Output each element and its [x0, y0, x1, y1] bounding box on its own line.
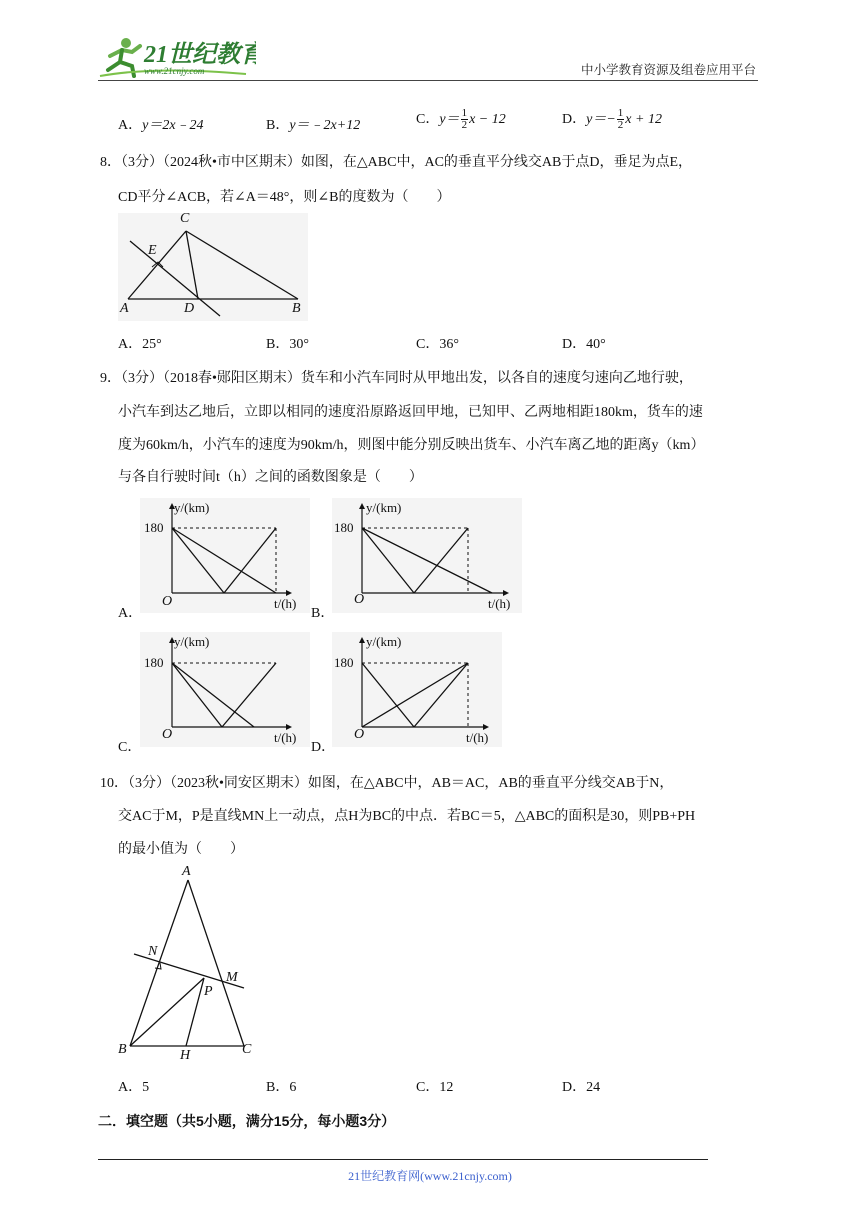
q10-label-h: H [180, 1048, 191, 1063]
q9c-y-value: 180 [144, 655, 164, 670]
header-divider [98, 80, 758, 81]
q9b-x-label: t/(h) [488, 596, 511, 611]
q9-option-a-label: A． [118, 606, 143, 621]
q10-figure [116, 862, 261, 1067]
q10-option-c: C．12 [416, 1080, 454, 1095]
q9a-y-value: 180 [144, 520, 164, 535]
q9d-y-value: 180 [334, 655, 354, 670]
q9-graph-b [332, 498, 522, 618]
q9-graph-d [332, 632, 502, 752]
q7-option-b: B．y＝﹣2x+12 [266, 118, 361, 133]
q9c-x-label: t/(h) [274, 730, 297, 745]
q8-stem-line1: 8．（3分）（2024秋•市中区期末）如图，在△ABC中，AC的垂直平分线交AB于点D，垂足为点E， [100, 155, 693, 170]
q8-figure [118, 213, 308, 326]
q8-label-d: D [184, 301, 195, 316]
q9d-y-label: y/(km) [366, 634, 402, 649]
q10-label-p: P [204, 984, 213, 999]
q9c-origin: O [162, 727, 173, 742]
q8-label-b: B [292, 301, 301, 316]
q9-stem-line2: 小汽车到达乙地后，立即以相同的速度沿原路返回甲地，已知甲、乙两地相距180km，货车的速 [118, 405, 703, 420]
q10-label-b: B [118, 1042, 127, 1057]
q10-label-c: C [242, 1042, 252, 1057]
q9-stem-line4: 与各自行驶时间t（h）之间的函数图象是（ ） [118, 470, 423, 485]
q10-stem-line2: 交AC于M，P是直线MN上一动点，点H为BC的中点．若BC＝5，△ABC的面积是30，则PB+PH [118, 809, 696, 824]
q9-graph-a [140, 498, 310, 618]
q10-label-a: A [182, 864, 191, 879]
q10-stem-line1: 10．（3分）（2023秋•同安区期末）如图，在△ABC中，AB＝AC，AB的垂直平分线交AB于N， [100, 776, 674, 791]
q8-option-a: A．25° [118, 337, 162, 352]
site-logo [96, 36, 256, 85]
q7-option-c: C．y＝ $\frac{1}{2}$ x − 12 [416, 107, 506, 132]
q8-label-a: A [120, 301, 129, 316]
q9a-y-label: y/(km) [174, 500, 210, 515]
q9-option-c-label: C． [118, 740, 142, 755]
q10-stem-line3: 的最小值为（ ） [118, 842, 244, 857]
q9-option-d-label: D． [311, 740, 336, 755]
q9d-origin: O [354, 727, 365, 742]
q8-stem-line2: CD平分∠ACB，若∠A＝48°，则∠B的度数为（ ） [118, 190, 451, 205]
platform-title: 中小学教育资源及组卷应用平台 [580, 63, 756, 77]
q10-label-n: N [148, 944, 158, 959]
q9a-origin: O [162, 594, 173, 609]
q8-label-c: C [180, 211, 190, 226]
q8-option-c: C．36° [416, 337, 459, 352]
q10-option-d: D．24 [562, 1080, 601, 1095]
svg-text:21世纪教育: 21世纪教育 [144, 42, 256, 68]
q9-stem-line1: 9．（3分）（2018春•郧阳区期末）货车和小汽车同时从甲地出发，以各自的速度匀速向乙地行驶， [100, 371, 693, 386]
q8-option-b: B．30° [266, 337, 309, 352]
q9b-y-value: 180 [334, 520, 354, 535]
q9a-x-label: t/(h) [274, 596, 297, 611]
q7-option-d: D．y＝− $\frac{1}{2}$ x + 12 [562, 107, 662, 132]
section-heading-fill-in: 二．填空题（共5小题，满分15分，每小题3分） [98, 1113, 396, 1129]
q9b-origin: O [354, 592, 365, 607]
q7-option-a: A．y＝2x﹣24 [118, 118, 204, 133]
footer-divider [98, 1159, 708, 1160]
q9-graph-c [140, 632, 310, 752]
q9-option-b-label: B． [311, 606, 335, 621]
svg-text:www.21cnjy.com: www.21cnjy.com [144, 66, 205, 76]
q9c-y-label: y/(km) [174, 634, 210, 649]
q10-option-b: B．6 [266, 1080, 297, 1095]
footer-link[interactable]: 21世纪教育网(www.21cnjy.com) [348, 1169, 512, 1183]
q9b-y-label: y/(km) [366, 500, 402, 515]
q9d-x-label: t/(h) [466, 730, 489, 745]
q9-stem-line3: 度为60km/h，小汽车的速度为90km/h，则图中能分别反映出货车、小汽车离乙地的距离y（km） [118, 438, 705, 453]
q10-option-a: A．5 [118, 1080, 150, 1095]
q8-label-e: E [148, 243, 157, 258]
q10-label-m: M [226, 970, 238, 985]
q8-option-d: D．40° [562, 337, 606, 352]
runner-logo-icon [96, 36, 256, 80]
